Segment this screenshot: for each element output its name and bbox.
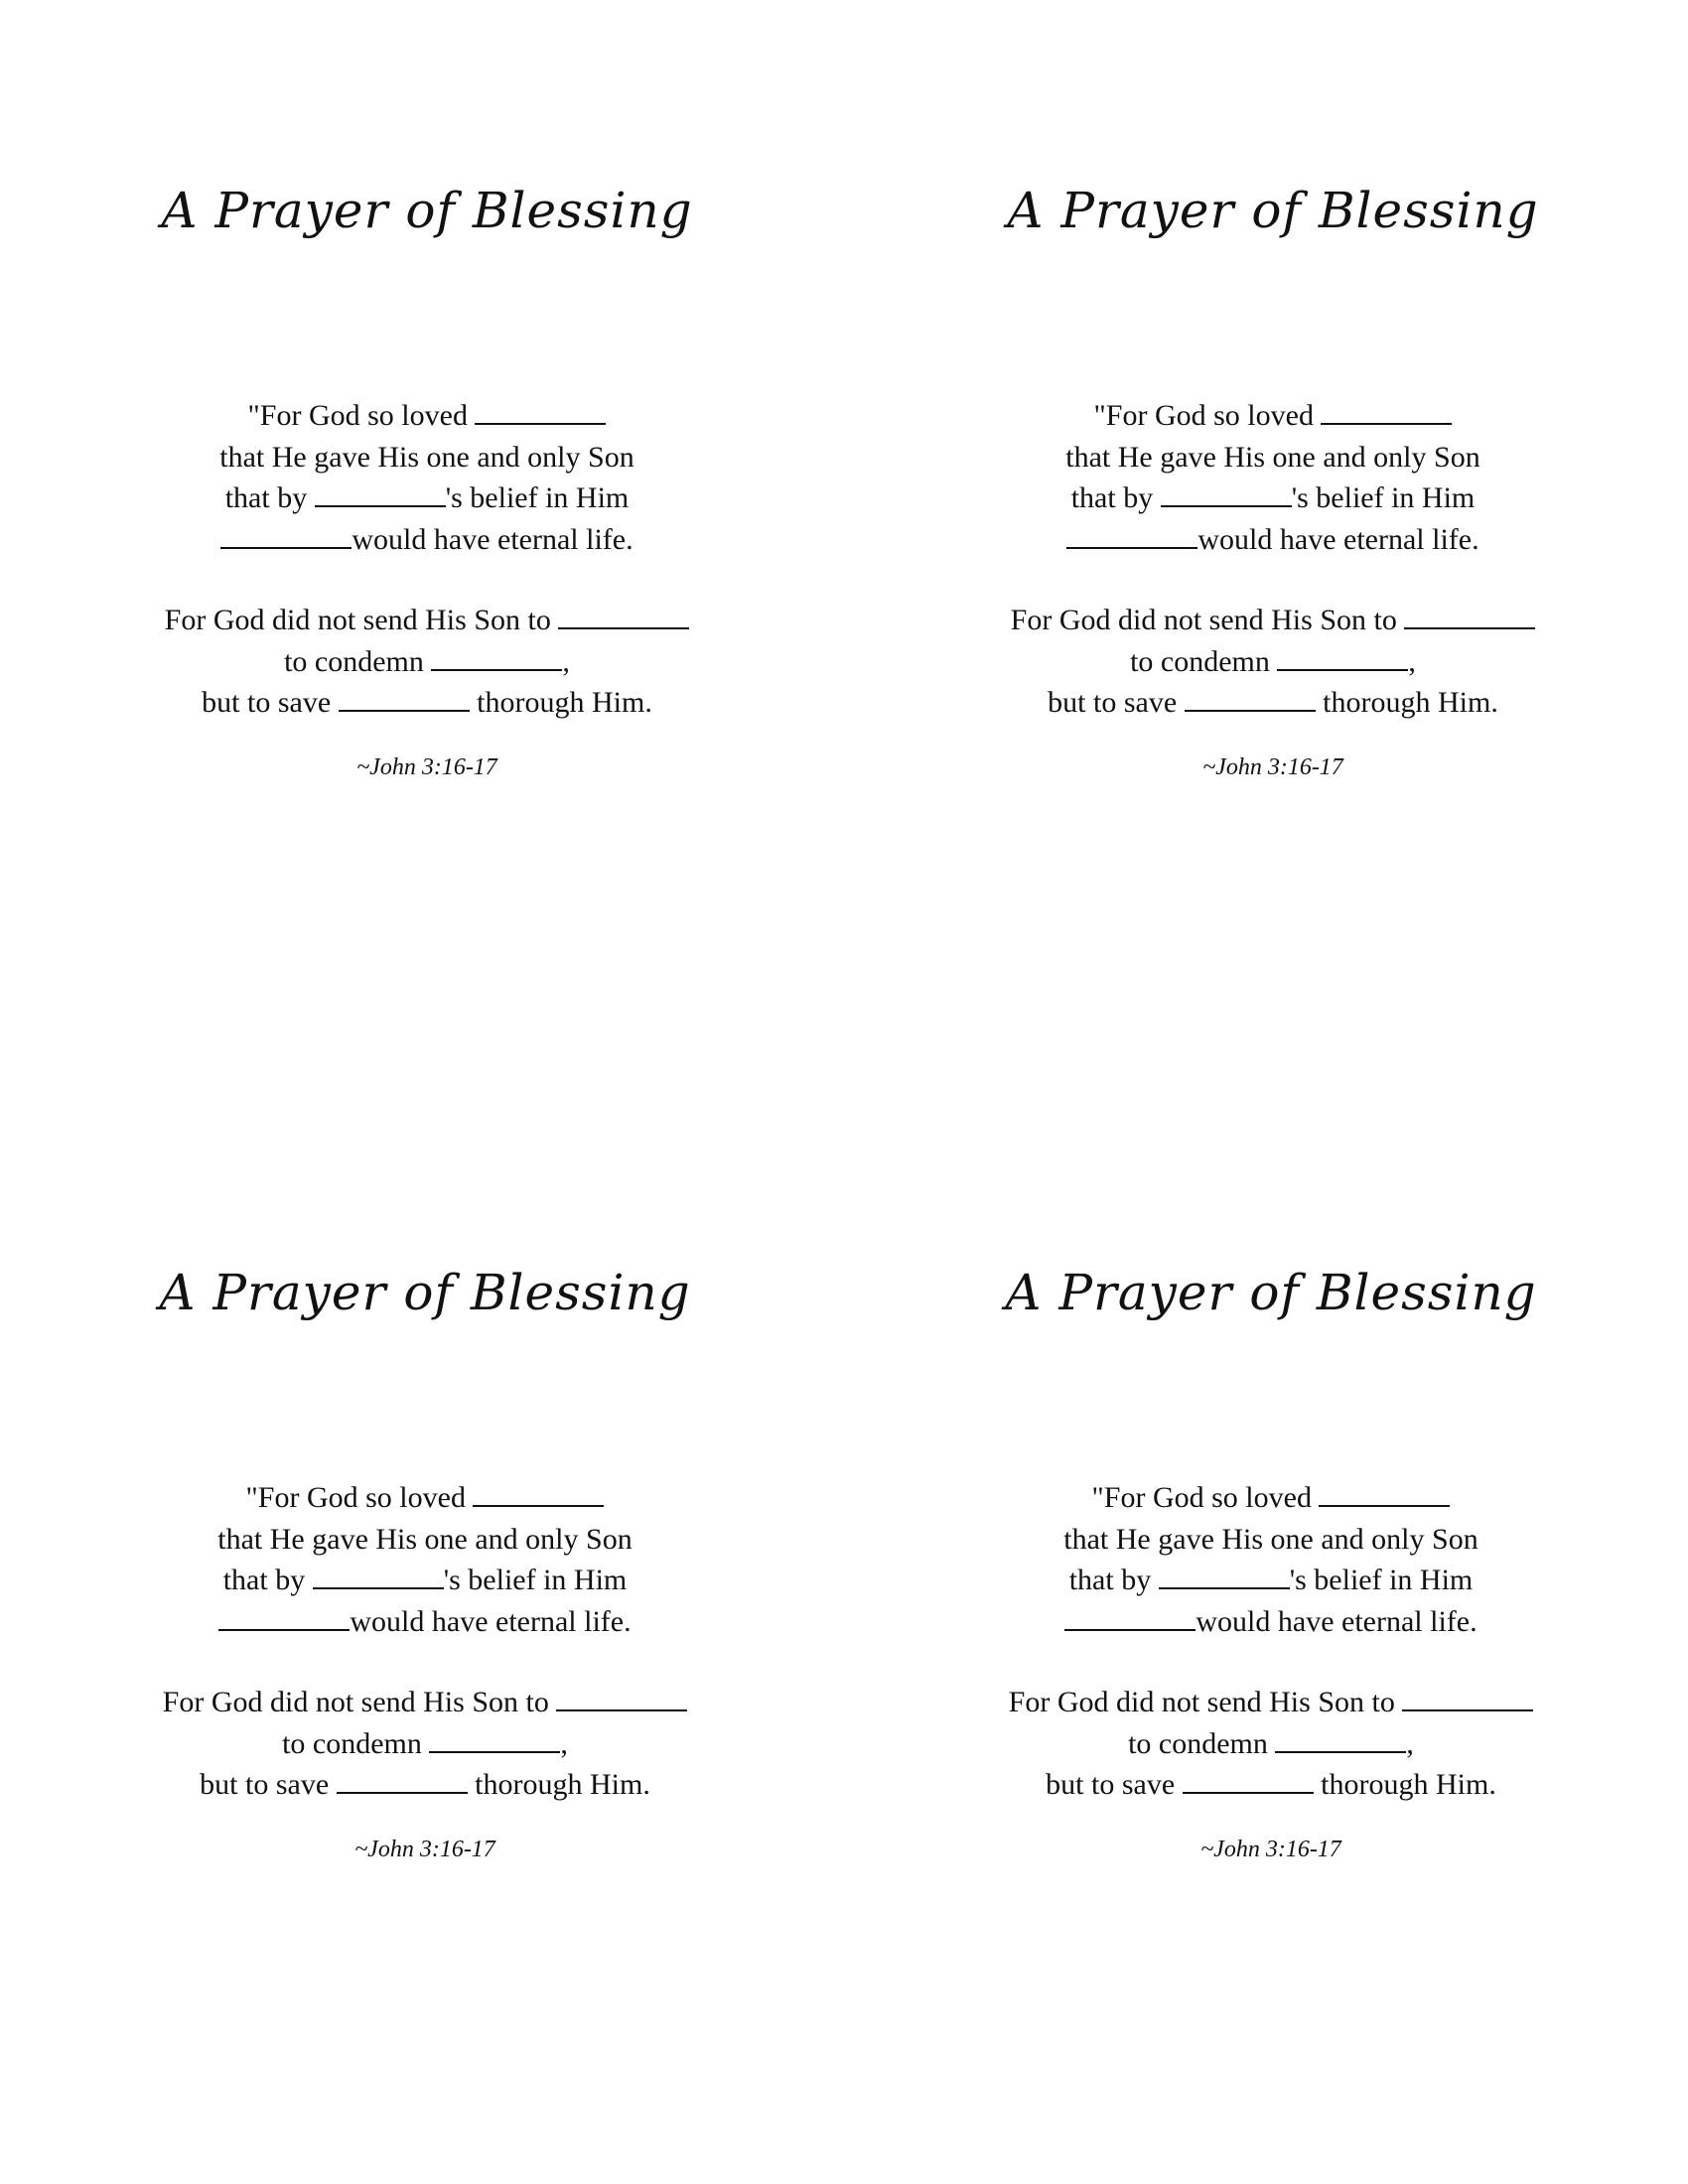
verse-line bbox=[886, 478, 1660, 519]
verse-line bbox=[38, 1477, 812, 1519]
verse-text: 's belief in Him bbox=[443, 1564, 628, 1596]
verse-line bbox=[884, 1477, 1658, 1519]
verse-text: 's belief in Him bbox=[445, 481, 630, 514]
verse-line: that He gave His one and only Son bbox=[217, 1522, 633, 1556]
verse-line bbox=[40, 600, 814, 641]
verse-text: "For God so loved bbox=[1093, 399, 1322, 432]
verse-line bbox=[40, 395, 814, 437]
verse-text: would have eternal life. bbox=[1197, 522, 1479, 556]
fill-in-blank[interactable] bbox=[220, 519, 352, 549]
fill-in-blank[interactable] bbox=[558, 600, 689, 629]
verse-line bbox=[40, 478, 814, 519]
fill-in-blank[interactable] bbox=[1321, 395, 1452, 425]
card-title: A Prayer of Blessing bbox=[1007, 182, 1539, 239]
prayer-card-bottom-left bbox=[38, 1221, 812, 1956]
fill-in-blank[interactable] bbox=[1064, 1601, 1196, 1631]
fill-in-blank[interactable] bbox=[218, 1601, 350, 1631]
verse-text: "For God so loved bbox=[247, 399, 476, 432]
verse-stanza-1 bbox=[886, 395, 1660, 560]
fill-in-blank[interactable] bbox=[473, 1477, 604, 1507]
verse-line bbox=[884, 1560, 1658, 1601]
verse-text: but to save bbox=[1048, 686, 1185, 719]
verse-line bbox=[886, 641, 1660, 683]
verse-text: 's belief in Him bbox=[1289, 1564, 1474, 1596]
verse-line bbox=[38, 1764, 812, 1806]
verse-line: that He gave His one and only Son bbox=[219, 440, 634, 474]
verse-line bbox=[40, 682, 814, 724]
fill-in-blank[interactable] bbox=[1277, 641, 1408, 671]
verse-stanza-2 bbox=[886, 600, 1660, 724]
verse-stanza-1 bbox=[38, 1477, 812, 1642]
verse-text: would have eternal life. bbox=[352, 522, 633, 556]
verse-text: to condemn bbox=[284, 644, 432, 678]
verse-line bbox=[38, 1723, 812, 1765]
verse-text: but to save bbox=[200, 1768, 337, 1801]
verse-line bbox=[40, 519, 814, 561]
fill-in-blank[interactable] bbox=[1404, 600, 1535, 629]
fill-in-blank[interactable] bbox=[1275, 1723, 1406, 1753]
fill-in-blank[interactable] bbox=[429, 1723, 560, 1753]
verse-text: that by bbox=[224, 481, 315, 514]
verse-text: For God did not send His Son to bbox=[1010, 604, 1405, 636]
verse-text: For God did not send His Son to bbox=[1008, 1686, 1403, 1718]
fill-in-blank[interactable] bbox=[556, 1682, 687, 1711]
prayer-card-top-left bbox=[40, 139, 814, 874]
verse-line bbox=[884, 1723, 1658, 1765]
verse-text: thorough Him. bbox=[1313, 1768, 1496, 1801]
verse-line bbox=[38, 1560, 812, 1601]
verse-text: but to save bbox=[1046, 1768, 1183, 1801]
verse-text: , bbox=[1406, 1726, 1414, 1760]
verse-line bbox=[884, 1764, 1658, 1806]
verse-line bbox=[884, 1682, 1658, 1723]
fill-in-blank[interactable] bbox=[431, 641, 562, 671]
verse-text: to condemn bbox=[1128, 1726, 1276, 1760]
fill-in-blank[interactable] bbox=[1402, 1682, 1533, 1711]
fill-in-blank[interactable] bbox=[1066, 519, 1197, 549]
verse-text: to condemn bbox=[282, 1726, 430, 1760]
verse-text: thorough Him. bbox=[467, 1768, 650, 1801]
verse-stanza-2 bbox=[884, 1682, 1658, 1806]
verse-text: would have eternal life. bbox=[350, 1604, 632, 1638]
fill-in-blank[interactable] bbox=[339, 682, 470, 712]
verse-line bbox=[886, 395, 1660, 437]
scripture-reference: ~John 3:16-17 bbox=[1202, 754, 1343, 780]
fill-in-blank[interactable] bbox=[337, 1764, 468, 1794]
verse-line bbox=[886, 682, 1660, 724]
verse-stanza-2 bbox=[40, 600, 814, 724]
verse-text: , bbox=[562, 644, 570, 678]
verse-text: , bbox=[560, 1726, 568, 1760]
verse-text: that by bbox=[1068, 1564, 1159, 1596]
fill-in-blank[interactable] bbox=[315, 478, 446, 507]
verse-line bbox=[38, 1601, 812, 1643]
verse-text: thorough Him. bbox=[1315, 686, 1498, 719]
card-title: A Prayer of Blessing bbox=[161, 182, 693, 239]
fill-in-blank[interactable] bbox=[1183, 1764, 1314, 1794]
verse-stanza-1 bbox=[40, 395, 814, 560]
fill-in-blank[interactable] bbox=[1161, 478, 1292, 507]
verse-text: that by bbox=[222, 1564, 313, 1596]
verse-text: 's belief in Him bbox=[1291, 481, 1476, 514]
verse-text: to condemn bbox=[1130, 644, 1278, 678]
verse-text: thorough Him. bbox=[469, 686, 652, 719]
scripture-reference: ~John 3:16-17 bbox=[354, 1837, 495, 1862]
verse-stanza-2 bbox=[38, 1682, 812, 1806]
verse-line bbox=[38, 1682, 812, 1723]
verse-stanza-1 bbox=[884, 1477, 1658, 1642]
prayer-card-top-right bbox=[886, 139, 1660, 874]
verse-line bbox=[40, 641, 814, 683]
verse-text: would have eternal life. bbox=[1196, 1604, 1477, 1638]
card-title: A Prayer of Blessing bbox=[159, 1264, 691, 1321]
scripture-reference: ~John 3:16-17 bbox=[1200, 1837, 1341, 1862]
verse-line bbox=[886, 600, 1660, 641]
fill-in-blank[interactable] bbox=[313, 1560, 444, 1589]
fill-in-blank[interactable] bbox=[1319, 1477, 1450, 1507]
verse-text: that by bbox=[1070, 481, 1161, 514]
scripture-reference: ~John 3:16-17 bbox=[356, 754, 497, 780]
verse-text: For God did not send His Son to bbox=[164, 604, 559, 636]
verse-line: that He gave His one and only Son bbox=[1065, 440, 1480, 474]
verse-line bbox=[884, 1601, 1658, 1643]
fill-in-blank[interactable] bbox=[1185, 682, 1316, 712]
fill-in-blank[interactable] bbox=[475, 395, 606, 425]
verse-text: "For God so loved bbox=[1091, 1481, 1320, 1514]
verse-text: "For God so loved bbox=[245, 1481, 474, 1514]
verse-text: but to save bbox=[202, 686, 339, 719]
verse-line: that He gave His one and only Son bbox=[1063, 1522, 1478, 1556]
prayer-card-bottom-right bbox=[884, 1221, 1658, 1956]
verse-text: For God did not send His Son to bbox=[162, 1686, 557, 1718]
verse-line bbox=[886, 519, 1660, 561]
fill-in-blank[interactable] bbox=[1159, 1560, 1290, 1589]
verse-text: , bbox=[1408, 644, 1416, 678]
card-title: A Prayer of Blessing bbox=[1005, 1264, 1537, 1321]
